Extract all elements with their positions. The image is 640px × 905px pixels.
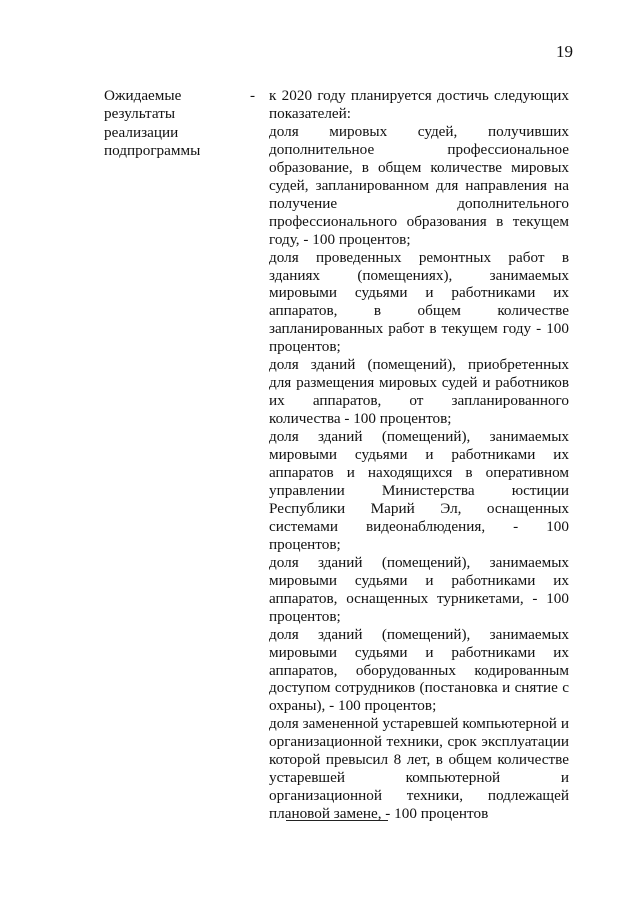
section-label-line: Ожидаемые (104, 87, 182, 104)
indicator-paragraph: доля мировых судей, получивших дополнительное профессиональное образование, в общем количестве мировых судей, запланированном для направления на получение дополнительного профессионального образования в текущем году, - 100 процентов; (269, 122, 569, 248)
indicator-paragraph: доля замененной устаревшей компьютерной и организационной техники, срок эксплуатации которой превысил 8 лет, в общем количестве устаревшей компьютерной и организационной техники, подлежащей плановой замене, - 100 процентов (269, 715, 569, 823)
page-number: 19 (556, 42, 573, 61)
indicator-paragraph: доля зданий (помещений), занимаемых мировыми судьями и работниками их аппаратов, оснащенных турникетами, - 100 процентов; (269, 553, 569, 625)
expected-results-text (269, 87, 569, 823)
footer-rule (286, 820, 388, 821)
intro-paragraph: к 2020 году планируется достичь следующих показателей: (269, 87, 569, 122)
section-label-line: подпрограммы (104, 142, 201, 160)
indicator-paragraph: доля зданий (помещений), занимаемых мировыми судьями и работниками их аппаратов, оборудованных кодированным доступом сотрудников (постановка и снятие с охраны), - 100 процентов; (269, 625, 569, 715)
separator-dash: - (250, 87, 256, 104)
indicator-paragraph: доля зданий (помещений), занимаемых мировыми судьями и работниками их аппаратов и находящихся в оперативном управлении Министерства юстиции Республики Марий Эл, оснащенных системами видеонаблюдения, - 100 процентов; (269, 428, 569, 553)
section-label-line: реализации (104, 123, 179, 141)
section-label-line: результаты (104, 105, 176, 123)
indicator-paragraph: доля зданий (помещений), приобретенных для размещения мировых судей и работников их аппаратов, от запланированного количества - 100 процентов; (269, 356, 569, 428)
indicator-paragraph: доля проведенных ремонтных работ в зданиях (помещениях), занимаемых мировыми судьями и работниками их аппаратов, в общем количестве запланированных работ в текущем году - 100 процентов; (269, 248, 569, 356)
section-label (104, 87, 234, 161)
